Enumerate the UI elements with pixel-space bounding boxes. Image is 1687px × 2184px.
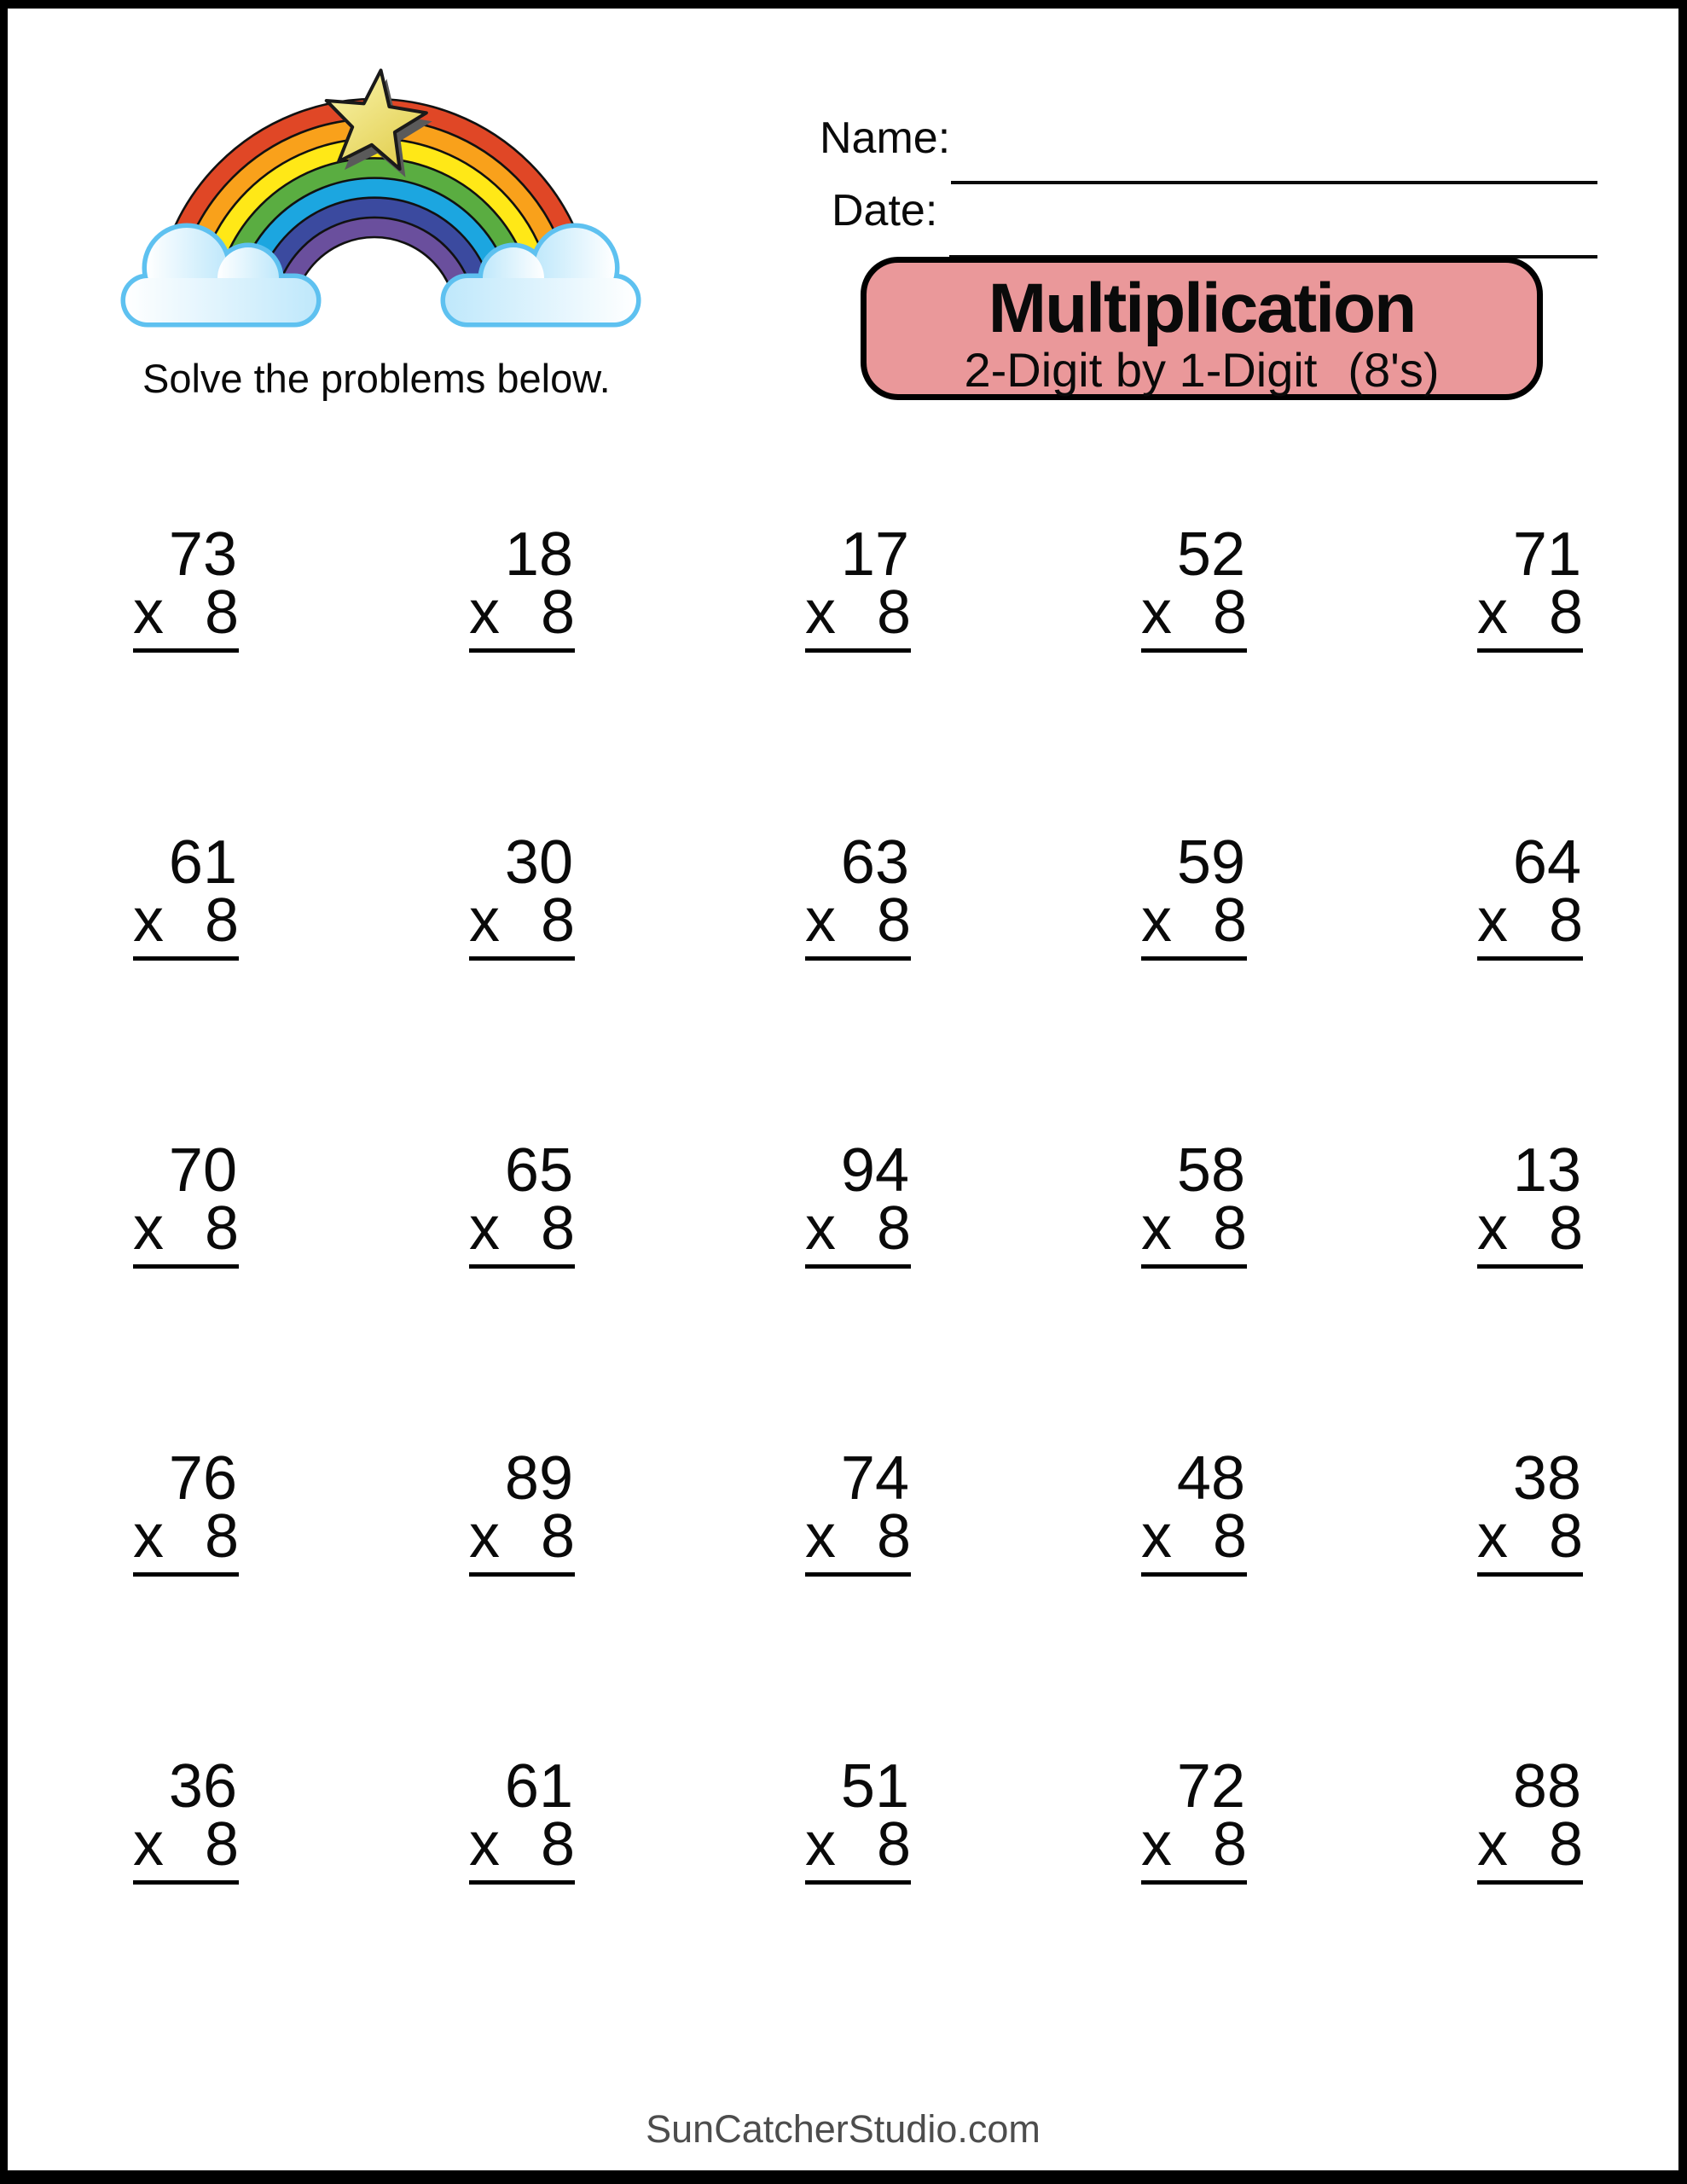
multiplier: 8 <box>204 1502 239 1571</box>
problem-cell <box>1141 1444 1247 1577</box>
problem-cell <box>133 1136 239 1269</box>
rainbow-illustration <box>108 51 641 334</box>
operator: x <box>1141 578 1172 647</box>
problem-cell <box>805 520 911 653</box>
footer-credit: SunCatcherStudio.com <box>646 2107 1041 2151</box>
problem-cell <box>1477 1136 1583 1269</box>
problem-cell <box>469 828 575 961</box>
multiplicand: 71 <box>1512 520 1581 589</box>
problem-cell <box>1477 1444 1583 1577</box>
multiplicand: 18 <box>504 520 573 589</box>
problem-cell <box>133 1752 239 1885</box>
multiplicand: 61 <box>504 1752 573 1821</box>
operator: x <box>469 1502 500 1571</box>
answer-line <box>469 648 575 653</box>
multiplier: 8 <box>1212 578 1247 647</box>
answer-line <box>1477 1264 1583 1269</box>
answer-line <box>469 956 575 961</box>
operator: x <box>1141 1502 1172 1571</box>
multiplier: 8 <box>876 1194 911 1263</box>
multiplicand: 88 <box>1512 1752 1581 1821</box>
multiplicand: 59 <box>1176 828 1245 897</box>
operator: x <box>469 1810 500 1879</box>
problem-cell <box>1477 828 1583 961</box>
answer-line <box>133 1880 239 1885</box>
name-blank-line <box>951 181 1597 184</box>
problem-cell <box>469 1752 575 1885</box>
multiplier: 8 <box>876 1502 911 1571</box>
answer-line <box>1477 1572 1583 1577</box>
operator: x <box>133 1810 164 1879</box>
problem-cell <box>1477 1752 1583 1885</box>
multiplicand: 76 <box>168 1444 237 1513</box>
answer-line <box>805 956 911 961</box>
multiplicand: 13 <box>1512 1136 1581 1205</box>
answer-line <box>805 1264 911 1269</box>
multiplier: 8 <box>1212 886 1247 955</box>
worksheet-page <box>8 9 1678 2170</box>
worksheet-subtitle <box>867 345 1537 396</box>
multiplier: 8 <box>204 578 239 647</box>
answer-line <box>805 1572 911 1577</box>
multiplicand: 36 <box>168 1752 237 1821</box>
multiplicand: 51 <box>840 1752 909 1821</box>
subtitle-tag: (8's) <box>1348 343 1440 397</box>
multiplier: 8 <box>1212 1194 1247 1263</box>
operator: x <box>1141 1810 1172 1879</box>
problem-cell <box>805 1752 911 1885</box>
multiplicand: 30 <box>504 828 573 897</box>
multiplicand: 72 <box>1176 1752 1245 1821</box>
answer-line <box>1477 648 1583 653</box>
multiplier: 8 <box>204 1810 239 1879</box>
answer-line <box>133 648 239 653</box>
multiplier: 8 <box>1548 1810 1583 1879</box>
answer-line <box>133 956 239 961</box>
problem-cell <box>1141 1136 1247 1269</box>
operator: x <box>805 1810 836 1879</box>
operator: x <box>133 886 164 955</box>
problem-cell <box>469 1136 575 1269</box>
operator: x <box>805 578 836 647</box>
multiplicand: 48 <box>1176 1444 1245 1513</box>
answer-line <box>1477 1880 1583 1885</box>
multiplicand: 52 <box>1176 520 1245 589</box>
title-box <box>861 257 1543 400</box>
instruction-text: Solve the problems below. <box>142 356 611 401</box>
answer-line <box>133 1264 239 1269</box>
problem-cell <box>133 520 239 653</box>
multiplicand: 61 <box>168 828 237 897</box>
operator: x <box>133 1502 164 1571</box>
multiplicand: 65 <box>504 1136 573 1205</box>
multiplier: 8 <box>540 886 575 955</box>
problem-cell <box>469 520 575 653</box>
multiplicand: 64 <box>1512 828 1581 897</box>
answer-line <box>805 1880 911 1885</box>
operator: x <box>805 1194 836 1263</box>
operator: x <box>1141 1194 1172 1263</box>
multiplier: 8 <box>1548 886 1583 955</box>
multiplier: 8 <box>876 1810 911 1879</box>
multiplier: 8 <box>204 1194 239 1263</box>
answer-line <box>1141 956 1247 961</box>
problem-cell <box>133 828 239 961</box>
problem-cell <box>1477 520 1583 653</box>
multiplier: 8 <box>540 1194 575 1263</box>
answer-line <box>1141 1880 1247 1885</box>
answer-line <box>805 648 911 653</box>
problem-cell <box>1141 828 1247 961</box>
multiplier: 8 <box>1212 1502 1247 1571</box>
multiplier: 8 <box>540 1502 575 1571</box>
multiplicand: 89 <box>504 1444 573 1513</box>
multiplicand: 17 <box>840 520 909 589</box>
multiplier: 8 <box>876 886 911 955</box>
answer-line <box>1141 648 1247 653</box>
multiplier: 8 <box>876 578 911 647</box>
problem-cell <box>805 828 911 961</box>
problem-cell <box>1141 520 1247 653</box>
problem-cell <box>133 1444 239 1577</box>
multiplier: 8 <box>1548 578 1583 647</box>
operator: x <box>1141 886 1172 955</box>
multiplier: 8 <box>540 1810 575 1879</box>
operator: x <box>133 578 164 647</box>
operator: x <box>469 578 500 647</box>
multiplicand: 94 <box>840 1136 909 1205</box>
problem-cell <box>469 1444 575 1577</box>
answer-line <box>1477 956 1583 961</box>
multiplicand: 74 <box>840 1444 909 1513</box>
operator: x <box>469 1194 500 1263</box>
answer-line <box>469 1572 575 1577</box>
answer-line <box>1141 1264 1247 1269</box>
answer-line <box>1141 1572 1247 1577</box>
operator: x <box>1477 1502 1508 1571</box>
multiplicand: 63 <box>840 828 909 897</box>
multiplier: 8 <box>1548 1194 1583 1263</box>
worksheet-title: Multiplication <box>988 270 1416 347</box>
answer-line <box>469 1264 575 1269</box>
problem-cell <box>805 1136 911 1269</box>
problem-cell <box>805 1444 911 1577</box>
answer-line <box>133 1572 239 1577</box>
multiplier: 8 <box>540 578 575 647</box>
answer-line <box>469 1880 575 1885</box>
multiplier: 8 <box>1548 1502 1583 1571</box>
operator: x <box>1477 1810 1508 1879</box>
name-label: Name: <box>820 113 951 163</box>
multiplicand: 38 <box>1512 1444 1581 1513</box>
multiplicand: 58 <box>1176 1136 1245 1205</box>
multiplier: 8 <box>204 886 239 955</box>
operator: x <box>805 1502 836 1571</box>
subtitle-text: 2-Digit by 1-Digit <box>964 343 1318 397</box>
operator: x <box>469 886 500 955</box>
operator: x <box>1477 1194 1508 1263</box>
operator: x <box>805 886 836 955</box>
problem-cell <box>1141 1752 1247 1885</box>
multiplicand: 70 <box>168 1136 237 1205</box>
multiplier: 8 <box>1212 1810 1247 1879</box>
date-label: Date: <box>832 186 938 235</box>
operator: x <box>133 1194 164 1263</box>
operator: x <box>1477 886 1508 955</box>
operator: x <box>1477 578 1508 647</box>
multiplicand: 73 <box>168 520 237 589</box>
